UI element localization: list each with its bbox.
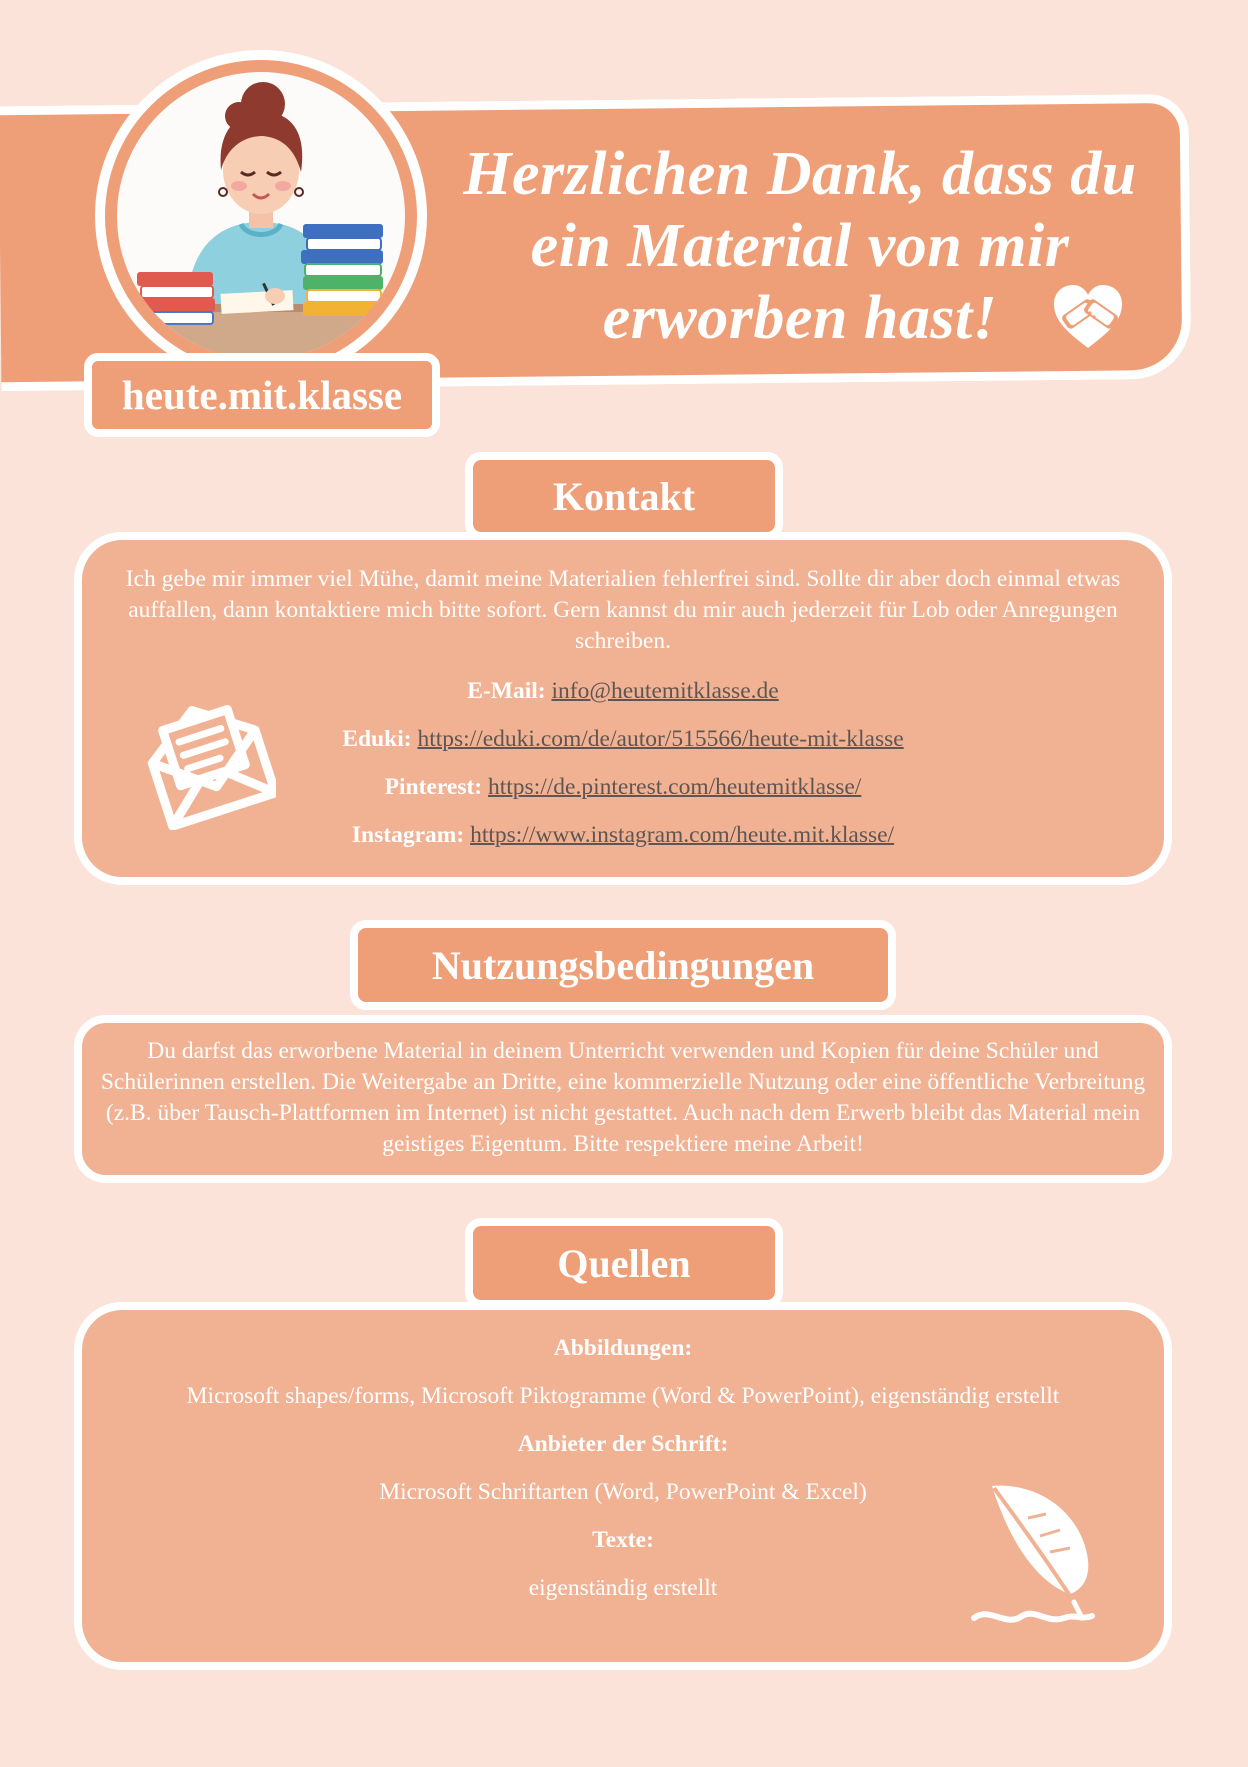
section-heading-label: Quellen bbox=[557, 1240, 691, 1286]
quellen-schrift-label: Anbieter der Schrift: bbox=[517, 1431, 729, 1457]
eduki-link[interactable]: https://eduki.com/de/autor/515566/heute-mit-klasse bbox=[417, 726, 904, 752]
nutzung-text: Du darfst das erworbene Material in deinem Unterricht verwenden und Kopien für deine Schüler und Schülerinnen erstellen. Die Weitergabe an Dritte, eine kommerzielle Nutzung oder eine öffentliche Verbreitung (z.B. über Tausch-Plattformen im Internet) ist nicht gestattet. Auch nach dem Erwerb bleibt das Material mein geistiges Eigentum. Bitte respektiere meine Arbeit! bbox=[100, 1038, 1146, 1157]
contact-email-row bbox=[108, 676, 1138, 706]
section-heading-quellen bbox=[465, 1218, 783, 1308]
section-heading-nutzungsbedingungen bbox=[350, 920, 896, 1010]
teacher-illustration bbox=[117, 72, 405, 360]
quellen-schrift-value: Microsoft Schriftarten (Word, PowerPoint & Excel) bbox=[379, 1479, 867, 1505]
quellen-texte-label: Texte: bbox=[592, 1527, 654, 1553]
pinterest-link[interactable]: https://de.pinterest.com/heutemitklasse/ bbox=[488, 774, 862, 800]
contact-pinterest-row bbox=[108, 772, 1138, 802]
contact-eduki-row bbox=[108, 724, 1138, 754]
heart-bandage-icon bbox=[1050, 282, 1126, 352]
quellen-abbildungen-value: Microsoft shapes/forms, Microsoft Piktogramme (Word & PowerPoint), eigenständig erstellt bbox=[186, 1383, 1060, 1409]
brand-label: heute.mit.klasse bbox=[84, 353, 440, 437]
section-heading-label: Kontakt bbox=[552, 473, 696, 519]
avatar bbox=[95, 50, 427, 382]
quellen-texte-value: eigenständig erstellt bbox=[528, 1575, 718, 1601]
contact-pinterest-label: Pinterest: bbox=[384, 774, 483, 800]
page-title: Herzlichen Dank, dass du ein Material von mir erworben hast! bbox=[463, 140, 1137, 352]
open-envelope-icon bbox=[140, 690, 276, 830]
quill-feather-icon bbox=[970, 1478, 1110, 1633]
kontakt-intro: Ich gebe mir immer viel Mühe, damit meine Materialien fehlerfrei sind. Sollte dir aber doch einmal etwas auffallen, dann kontaktiere mich bitte sofort. Gern kannst du mir auch jederzeit für Lob oder Anregungen schreiben. bbox=[125, 566, 1121, 654]
contact-email-label: E-Mail: bbox=[467, 678, 546, 704]
instagram-link[interactable]: https://www.instagram.com/heute.mit.klasse/ bbox=[470, 822, 895, 848]
contact-instagram-row bbox=[108, 820, 1138, 850]
email-link[interactable]: info@heutemitklasse.de bbox=[551, 678, 779, 704]
quellen-abbildungen-label: Abbildungen: bbox=[553, 1335, 693, 1361]
section-heading-label: Nutzungsbedingungen bbox=[431, 942, 815, 988]
section-heading-kontakt bbox=[465, 452, 783, 540]
contact-instagram-label: Instagram: bbox=[351, 822, 465, 848]
contact-eduki-label: Eduki: bbox=[342, 726, 412, 752]
